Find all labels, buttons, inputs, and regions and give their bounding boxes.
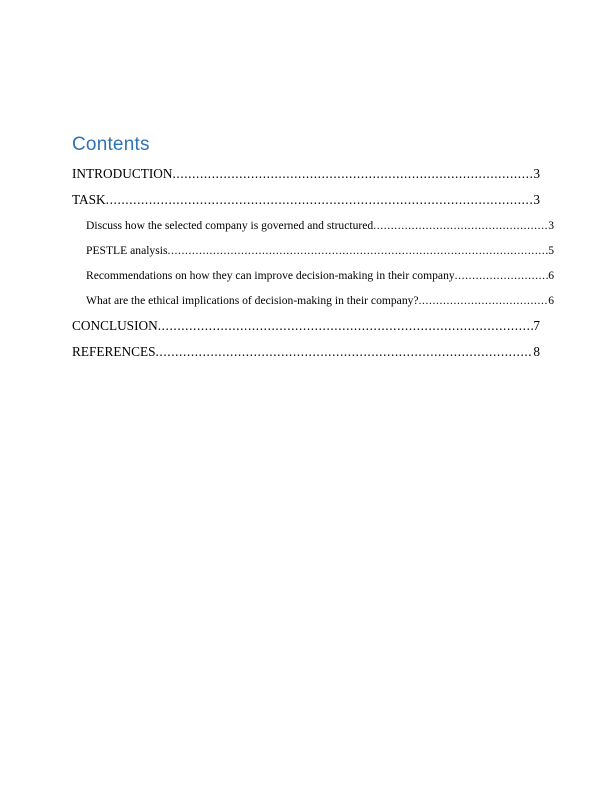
toc-leader-dots bbox=[167, 243, 548, 258]
toc-leader-dots bbox=[106, 192, 534, 208]
toc-entry-task[interactable] bbox=[72, 192, 540, 208]
toc-entry-label: TASK bbox=[72, 192, 106, 207]
toc-leader-dots bbox=[156, 344, 534, 360]
toc-entry-page: 3 bbox=[533, 166, 540, 181]
toc-entry-governed-and-structured[interactable] bbox=[72, 218, 554, 233]
page-title: Contents bbox=[72, 134, 150, 155]
toc-leader-dots bbox=[158, 318, 534, 334]
toc-entry-ethical-implications[interactable] bbox=[72, 293, 554, 308]
toc-entry-page: 6 bbox=[548, 269, 554, 282]
toc-leader-dots bbox=[172, 166, 533, 182]
toc-entry-label: Recommendations on how they can improve decision-making in their company bbox=[86, 269, 455, 282]
toc-entry-page: 8 bbox=[533, 344, 540, 359]
toc-leader-dots bbox=[455, 268, 549, 283]
toc-entry-label: INTRODUCTION bbox=[72, 166, 173, 181]
toc-entry-page: 3 bbox=[548, 219, 554, 232]
toc-entry-label: CONCLUSION bbox=[72, 318, 158, 333]
toc-entry-page: 3 bbox=[533, 192, 540, 207]
toc-entry-label: What are the ethical implications of decision-making in their company? bbox=[86, 294, 419, 307]
toc-entry-page: 7 bbox=[533, 318, 540, 333]
toc-entry-introduction[interactable] bbox=[72, 166, 540, 182]
toc-leader-dots bbox=[419, 293, 549, 308]
toc-entry-label: REFERENCES bbox=[72, 344, 156, 359]
toc-entry-references[interactable] bbox=[72, 344, 540, 360]
toc-entry-label: PESTLE analysis bbox=[86, 244, 168, 257]
toc-entry-label: Discuss how the selected company is governed and structured bbox=[86, 219, 374, 232]
toc-entry-recommendations[interactable] bbox=[72, 268, 554, 283]
toc-entry-page: 6 bbox=[548, 294, 554, 307]
toc-leader-dots bbox=[373, 218, 548, 233]
toc-entry-conclusion[interactable] bbox=[72, 318, 540, 334]
toc-entry-page: 5 bbox=[548, 244, 554, 257]
toc-entry-pestle-analysis[interactable] bbox=[72, 243, 554, 258]
table-of-contents bbox=[72, 134, 554, 360]
